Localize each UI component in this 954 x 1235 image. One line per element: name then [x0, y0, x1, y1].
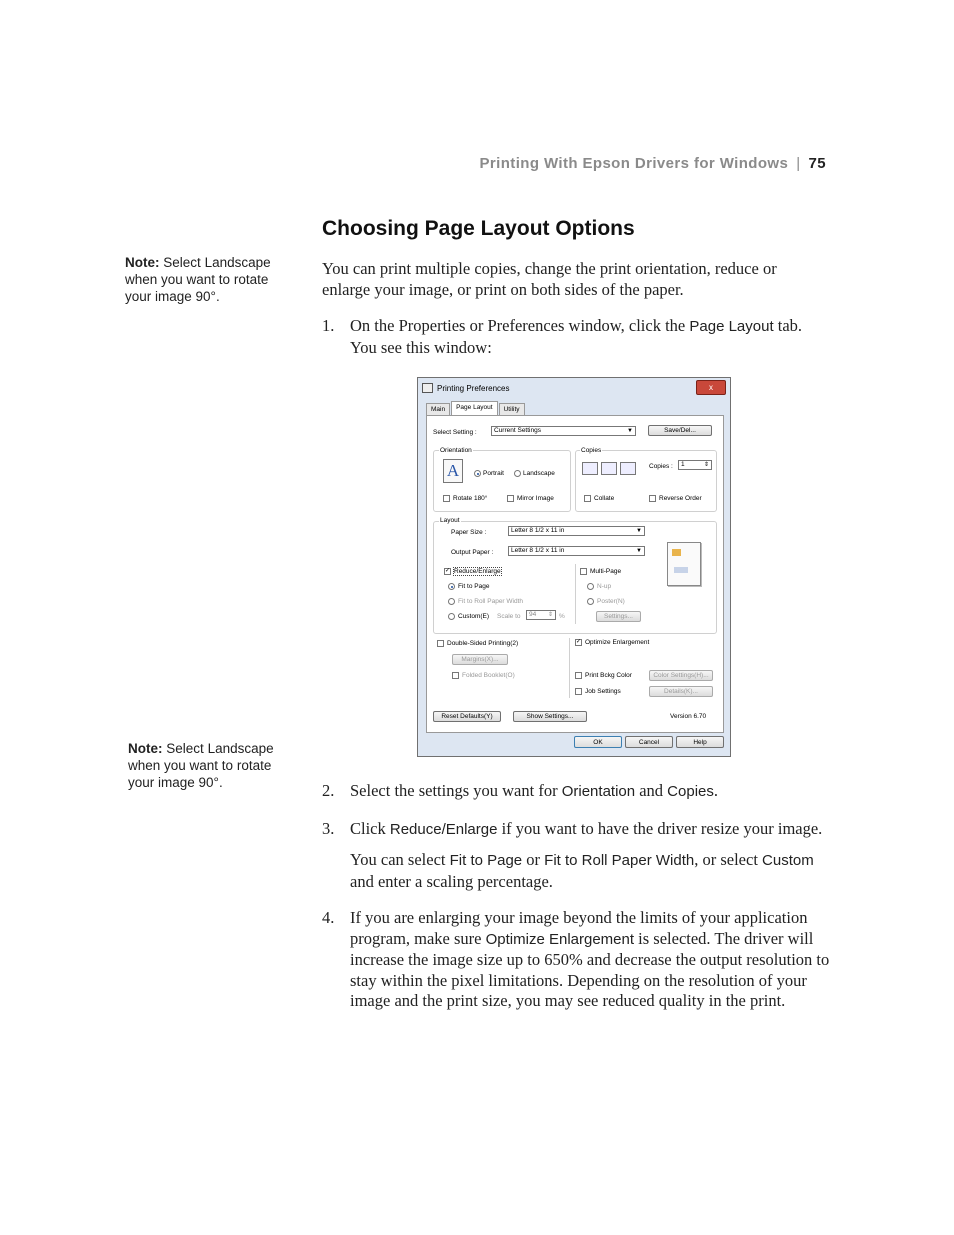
copies-field-label: Copies :	[649, 463, 673, 470]
reverse-order-checkbox[interactable]	[649, 495, 656, 502]
reduce-enlarge-checkbox[interactable]: ✓	[445, 568, 451, 574]
step-number: 1.	[322, 316, 335, 335]
collate-page-icon	[620, 462, 636, 475]
step-text: is selected. The driver will increase the image size up to 650% and decrease the output resolution to stay within the pixel limitations. Depending on the resolution of your image and the print size, you may see reduced quality in the print.	[350, 928, 830, 1010]
ui-term: Fit to Roll Paper Width	[544, 852, 695, 869]
double-sided-checkbox[interactable]	[437, 640, 444, 647]
dialog-body	[426, 415, 724, 733]
paper-size-dropdown[interactable]: Letter 8 1/2 x 11 in ▼	[508, 526, 645, 536]
print-bckg-color-label: Print Bckg Color	[585, 672, 632, 679]
n-up-label: N-up	[597, 583, 612, 590]
step-number: 3.	[322, 819, 335, 838]
intro-paragraph: You can print multiple copies, change the print orientation, reduce or enlarge your image, or print on both sides of the paper.	[322, 259, 777, 299]
step-text: On the Properties or Preferences window, click the	[350, 316, 686, 335]
portrait-radio[interactable]	[474, 470, 481, 477]
spinner-arrows-icon: ⇕	[703, 462, 709, 468]
printing-preferences-dialog	[417, 377, 731, 757]
side-note-1	[125, 254, 295, 305]
running-header	[480, 155, 826, 172]
note-text: when you want to rotate your image 90°.	[125, 272, 269, 304]
note-text: Select	[166, 741, 204, 756]
ui-term: Fit to Page	[449, 852, 523, 869]
note-text: when you want to rotate your image 90°.	[128, 758, 272, 790]
cancel-button[interactable]: Cancel	[625, 736, 673, 748]
preview-image-icon	[672, 549, 681, 556]
step-text: tab. You see this window:	[350, 316, 803, 357]
ui-term: Optimize Enlargement	[485, 930, 635, 948]
portrait-preview-icon: A	[443, 459, 463, 483]
step-number: 2.	[322, 781, 335, 800]
percent-label: %	[559, 613, 565, 620]
side-note-2	[128, 740, 298, 791]
step-text: or	[526, 850, 541, 869]
select-setting-dropdown[interactable]: Current Settings ▼	[491, 426, 636, 436]
scale-to-label: Scale to	[497, 613, 521, 620]
dropdown-arrow-icon: ▼	[636, 528, 642, 534]
step-text: Select the settings you want for	[350, 781, 558, 800]
ok-button[interactable]: OK	[574, 736, 622, 748]
output-paper-dropdown[interactable]: Letter 8 1/2 x 11 in ▼	[508, 546, 645, 556]
color-settings-button[interactable]: Color Settings(H)...	[649, 670, 713, 681]
preview-image-icon	[674, 567, 688, 573]
step-4	[322, 908, 832, 1012]
reset-defaults-button[interactable]: Reset Defaults(Y)	[433, 711, 501, 722]
job-settings-checkbox[interactable]	[575, 688, 582, 695]
collate-page-icon	[601, 462, 617, 475]
step-text: if you want to have the driver resize your image.	[501, 819, 823, 838]
step-text: , or select	[694, 850, 758, 869]
version-label: Version 6.70	[670, 713, 707, 720]
step-text: If you are enlarging your image beyond the limits of your application program, make sure	[350, 908, 808, 948]
step-3-subparagraph	[322, 850, 832, 892]
step-3	[322, 819, 832, 841]
ui-term: Orientation	[561, 783, 636, 800]
layout-label: Layout	[440, 517, 460, 524]
step-text: and enter a scaling percentage.	[350, 871, 553, 891]
fit-to-roll-radio[interactable]	[448, 598, 455, 605]
landscape-label: Landscape	[523, 470, 555, 477]
multi-page-checkbox[interactable]	[580, 568, 587, 575]
output-paper-label: Output Paper :	[451, 549, 494, 556]
step-text: Click	[350, 819, 386, 838]
rotate-180-checkbox[interactable]	[443, 495, 450, 502]
close-button[interactable]: x	[696, 380, 726, 395]
step-text: You can select	[350, 850, 446, 869]
optimize-enlargement-checkbox[interactable]: ✓	[576, 639, 582, 645]
ui-term: Reduce/Enlarge	[389, 821, 498, 838]
fit-to-page-label: Fit to Page	[458, 583, 490, 590]
save-del-button[interactable]: Save/Del...	[648, 425, 712, 436]
step-text: and	[639, 781, 664, 800]
tab-utility[interactable]: Utility	[499, 403, 525, 417]
show-settings-button[interactable]: Show Settings...	[513, 711, 587, 722]
job-settings-label: Job Settings	[585, 688, 621, 695]
mirror-image-checkbox[interactable]	[507, 495, 514, 502]
step-number: 4.	[322, 908, 335, 927]
page-preview-icon	[667, 542, 701, 586]
step-1	[322, 316, 832, 358]
select-setting-label: Select Setting :	[433, 429, 477, 436]
multi-page-label: Multi-Page	[590, 568, 622, 575]
reverse-order-label: Reverse Order	[659, 495, 702, 502]
double-sided-label: Double-Sided Printing(2)	[447, 640, 519, 647]
dropdown-arrow-icon: ▼	[636, 548, 642, 554]
fit-to-roll-label: Fit to Roll Paper Width	[458, 598, 524, 605]
orientation-label: Orientation	[440, 447, 472, 454]
dialog-titlebar	[418, 378, 730, 398]
note-label: Note:	[128, 741, 163, 756]
step-2	[322, 781, 832, 803]
ui-term: Page Layout	[689, 318, 774, 335]
printer-icon	[422, 383, 433, 393]
header-separator: |	[796, 155, 801, 172]
dropdown-arrow-icon: ▼	[627, 428, 633, 434]
ui-term: Copies	[667, 783, 714, 800]
details-button[interactable]: Details(K)...	[649, 686, 713, 697]
section-title: Choosing Page Layout Options	[322, 217, 635, 240]
scale-spinner[interactable]: 94 ⇕	[526, 610, 556, 620]
poster-radio[interactable]	[587, 598, 594, 605]
step-text: .	[713, 781, 718, 800]
tab-main[interactable]: Main	[426, 403, 450, 417]
collate-checkbox[interactable]	[584, 495, 591, 502]
n-up-radio[interactable]	[587, 583, 594, 590]
help-button[interactable]: Help	[676, 736, 724, 748]
ui-term: Custom	[762, 852, 814, 869]
tab-page-layout[interactable]: Page Layout	[451, 401, 498, 417]
note-term: Landscape	[207, 741, 274, 756]
note-text: Select	[163, 255, 201, 270]
rotate-180-label: Rotate 180°	[453, 495, 488, 502]
fit-to-page-radio[interactable]	[448, 583, 455, 590]
folded-booklet-checkbox[interactable]	[452, 672, 459, 679]
paper-size-label: Paper Size :	[451, 529, 487, 536]
running-title: Printing With Epson Drivers for Windows	[479, 155, 789, 172]
landscape-radio[interactable]	[514, 470, 521, 477]
note-term: Landscape	[204, 255, 271, 270]
note-label: Note:	[125, 255, 160, 270]
copies-spinner[interactable]: 1 ⇕	[678, 460, 712, 470]
poster-label: Poster(N)	[597, 598, 625, 605]
dialog-title: Printing Preferences	[437, 383, 510, 393]
portrait-label: Portrait	[483, 470, 504, 477]
reduce-enlarge-label: Reduce/Enlarge	[454, 568, 501, 575]
layout-settings-button[interactable]: Settings...	[596, 611, 641, 622]
folded-booklet-label: Folded Booklet(O)	[462, 672, 515, 679]
divider	[575, 564, 576, 624]
copies-label: Copies	[581, 447, 602, 454]
mirror-image-label: Mirror Image	[517, 495, 554, 502]
page-number: 75	[808, 155, 826, 172]
print-bckg-color-checkbox[interactable]	[575, 672, 582, 679]
custom-label: Custom(E)	[458, 613, 490, 620]
spinner-arrows-icon: ⇕	[547, 612, 553, 618]
divider	[569, 638, 570, 698]
custom-radio[interactable]	[448, 613, 455, 620]
optimize-enlargement-label: Optimize Enlargement	[585, 639, 650, 646]
collate-page-icon	[582, 462, 598, 475]
margins-button[interactable]: Margins(X)...	[452, 654, 508, 665]
collate-label: Collate	[594, 495, 615, 502]
